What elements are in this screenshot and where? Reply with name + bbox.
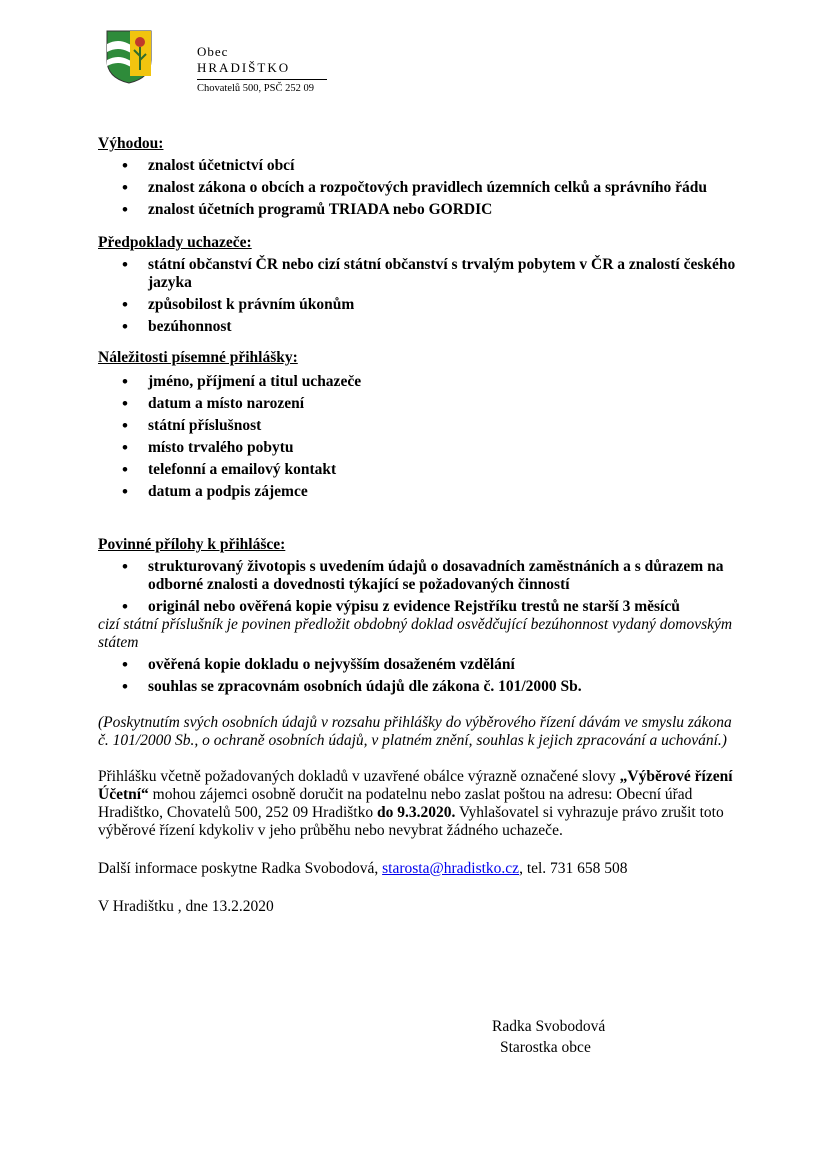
list-item: • datum a místo narození <box>98 395 738 413</box>
list-predpoklady <box>98 256 738 336</box>
list-item: • státní příslušnost <box>98 417 738 435</box>
list-vyhodou <box>98 157 738 219</box>
section-title-predpoklady: Předpoklady uchazeče: <box>98 234 252 251</box>
contact-prefix: Další informace poskytne Radka Svobodová, <box>98 860 383 877</box>
list-item: • originál nebo ověřená kopie výpisu z evidence Rejstříku trestů ne starší 3 měsíců <box>98 598 738 616</box>
list-item: • místo trvalého pobytu <box>98 439 738 457</box>
list-item: • státní občanství ČR nebo cizí státní občanství s trvalým pobytem v ČR a znalostí českého jazyka <box>98 256 738 292</box>
list-item: • znalost účetních programů TRIADA nebo GORDIC <box>98 201 738 219</box>
consent-note: (Poskytnutím svých osobních údajů v rozsahu přihlášky do výběrového řízení dávám ve smyslu zákona č. 101/2000 Sb., o ochraně osobních údajů, v platném znění, souhlas k jejich zpracování a uchování.) <box>98 714 732 749</box>
list-item: • strukturovaný životopis s uvedením údajů o dosavadních zaměstnáních a s důrazem na odborné znalosti a dovednosti týkající se požadovaných činností <box>98 558 738 594</box>
contact-line <box>98 860 738 878</box>
contact-suffix: , tel. 731 658 508 <box>519 860 628 877</box>
date-line: V Hradištku , dne 13.2.2020 <box>98 898 274 915</box>
submission-text-2: mohou zájemci osobně doručit na podatelnu nebo zaslat poštou na adresu: Obecní úřad Hradištko, Chovatelů 500, 252 09 Hradištko <box>98 786 693 821</box>
list-item: • telefonní a emailový kontakt <box>98 461 738 479</box>
section-title-prilohy: Povinné přílohy k přihlášce: <box>98 536 286 553</box>
signature-name: Radka Svobodová <box>492 1018 606 1035</box>
foreigner-note: cizí státní příslušník je povinen předložit obdobný doklad osvědčující bezúhonnost vydaný domovským státem <box>98 616 733 651</box>
submission-text-1: Přihlášku včetně požadovaných dokladů v uzavřené obálce výrazně označené slovy <box>98 768 616 785</box>
list-item: • znalost účetnictví obcí <box>98 157 738 175</box>
list-item: • ověřená kopie dokladu o nejvyšším dosaženém vzdělání <box>98 656 738 674</box>
section-title-nalezitosti: Náležitosti písemné přihlášky: <box>98 349 298 366</box>
letterhead-name: HRADIŠTKO <box>197 60 291 75</box>
signature-block <box>492 1016 605 1058</box>
list-item: • způsobilost k právním úkonům <box>98 296 738 314</box>
municipal-crest-icon <box>106 30 152 84</box>
list-item: • datum a podpis zájemce <box>98 483 738 501</box>
letterhead-rule <box>197 79 327 80</box>
signature-role: Starostka obce <box>500 1039 591 1056</box>
list-item: • znalost zákona o obcích a rozpočtových pravidlech územních celků a správního řádu <box>98 179 738 197</box>
submission-label: „Výběrové řízení Účetní“ <box>98 768 733 803</box>
submission-deadline: do 9.3.2020. <box>376 804 456 821</box>
submission-paragraph <box>98 768 738 840</box>
contact-email-link[interactable]: starosta@hradistko.cz <box>382 860 520 877</box>
letterhead <box>197 44 327 97</box>
document-body <box>98 134 738 916</box>
list-item: • souhlas se zpracovnám osobních údajů dle zákona č. 101/2000 Sb. <box>98 678 738 696</box>
list-prilohy-a <box>98 558 738 616</box>
letterhead-obec: Obec <box>197 44 229 59</box>
section-title-vyhodou: Výhodou: <box>98 135 164 152</box>
list-nalezitosti <box>98 373 738 501</box>
submission-text-3: Vyhlašovatel si vyhrazuje právo zrušit toto výběrové řízení kdykoliv v jeho průběhu nebo nevybrat žádného uchazeče. <box>98 804 724 839</box>
list-item: • bezúhonnost <box>98 318 738 336</box>
list-prilohy-b <box>98 656 738 696</box>
letterhead-address: Chovatelů 500, PSČ 252 09 <box>197 83 314 94</box>
list-item: • jméno, příjmení a titul uchazeče <box>98 373 738 391</box>
